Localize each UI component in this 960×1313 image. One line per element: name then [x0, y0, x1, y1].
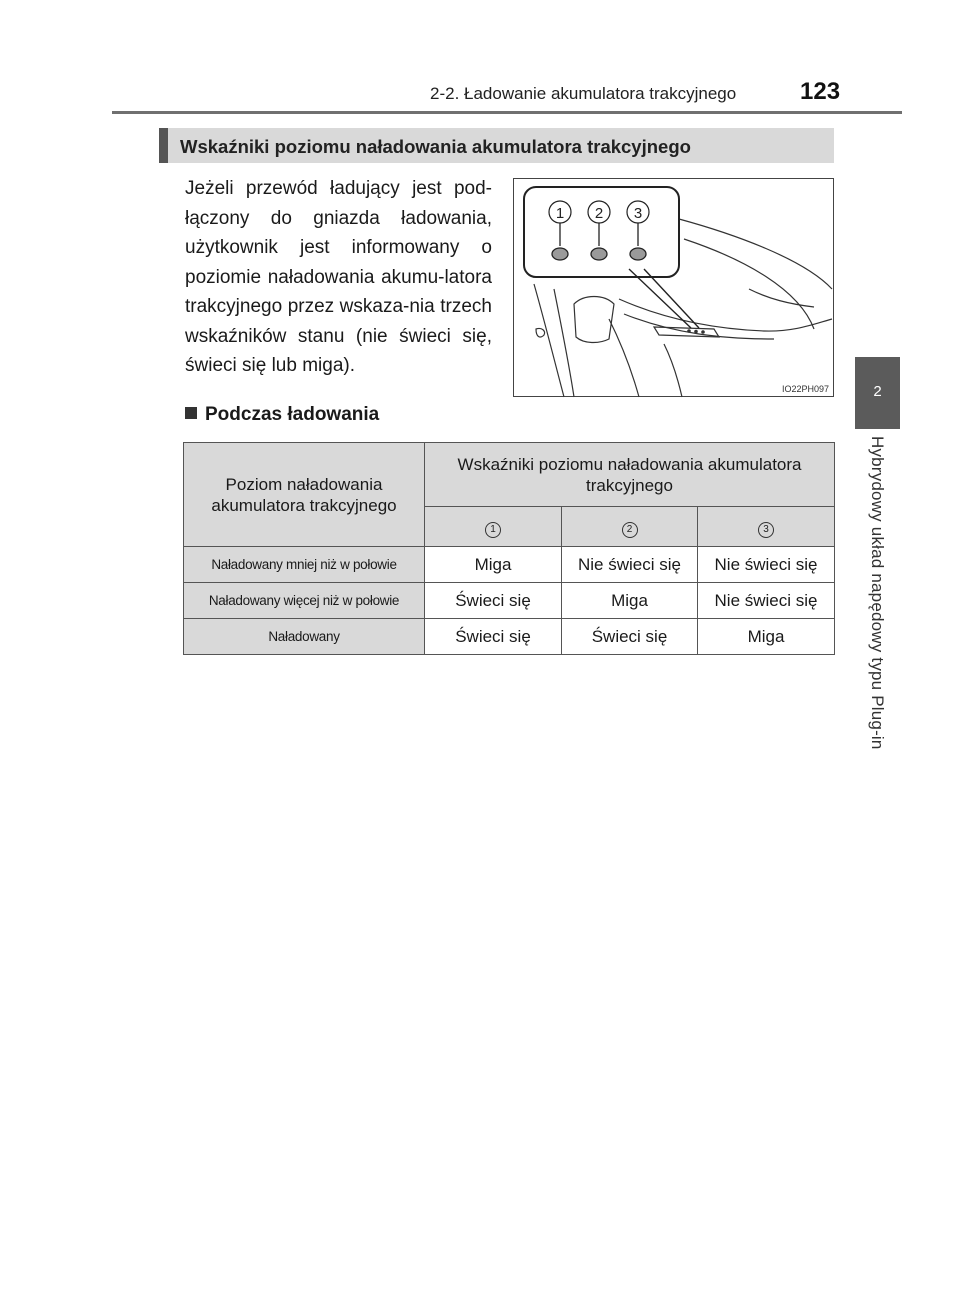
callout-2-label: 2	[594, 205, 604, 222]
square-bullet-icon	[185, 407, 197, 419]
indicator-3-cell: Miga	[698, 619, 835, 655]
subheading	[185, 404, 379, 426]
level-column-header: Poziom naładowania akumulatora trakcyjnego	[184, 443, 425, 547]
indicator-1-cell: Świeci się	[425, 619, 562, 655]
indicator-1-header	[425, 507, 562, 547]
indicators-group-header: Wskaźniki poziomu naładowania akumulatora trakcyjnego	[425, 443, 835, 507]
chapter-title: Hybrydowy układ napędowy typu Plug-in	[868, 436, 887, 750]
chapter-title-strip	[855, 432, 900, 792]
level-cell: Naładowany	[184, 619, 425, 655]
table-row	[184, 619, 835, 655]
indicator-1-cell: Miga	[425, 547, 562, 583]
page-number: 123	[800, 78, 841, 105]
callout-1-label: 1	[555, 205, 565, 222]
indicator-3-header	[698, 507, 835, 547]
chapter-number: 2	[873, 383, 882, 400]
indicator-table	[183, 442, 835, 655]
indicator-1-cell: Świeci się	[425, 583, 562, 619]
indicator-illustration	[513, 178, 834, 397]
table-row	[184, 547, 835, 583]
indicator-3-number: 3	[758, 522, 774, 538]
section-heading	[159, 128, 834, 163]
indicator-2-cell: Świeci się	[562, 619, 698, 655]
callout-3-label: 3	[633, 205, 643, 222]
header-divider	[112, 111, 902, 114]
chapter-tab	[855, 357, 900, 429]
indicator-2-number: 2	[622, 522, 638, 538]
indicator-2-cell: Miga	[562, 583, 698, 619]
subheading-text: Podczas ładowania	[205, 404, 380, 425]
indicator-3-cell: Nie świeci się	[698, 583, 835, 619]
indicator-1-number: 1	[485, 522, 501, 538]
intro-paragraph: Jeżeli przewód ładujący jest pod-łączony do gniazda ładowania, użytkownik jest informowany o poziomie naładowania akumu-latora trakcyjnego przez wskaza-nia trzech wskaźników stanu (nie świeci się, świeci się lub miga).	[185, 178, 492, 376]
running-header-section: 2-2. Ładowanie akumulatora trakcyjnego	[430, 84, 737, 103]
level-cell: Naładowany więcej niż w połowie	[184, 583, 425, 619]
level-cell: Naładowany mniej niż w połowie	[184, 547, 425, 583]
section-heading-text: Wskaźniki poziomu naładowania akumulatora trakcyjnego	[180, 136, 691, 157]
indicator-2-cell: Nie świeci się	[562, 547, 698, 583]
indicator-3-cell: Nie świeci się	[698, 547, 835, 583]
indicator-2-header	[562, 507, 698, 547]
table-row	[184, 583, 835, 619]
car-charging-inlet-drawing	[514, 179, 835, 398]
figure-code: IO22PH097	[781, 384, 829, 394]
